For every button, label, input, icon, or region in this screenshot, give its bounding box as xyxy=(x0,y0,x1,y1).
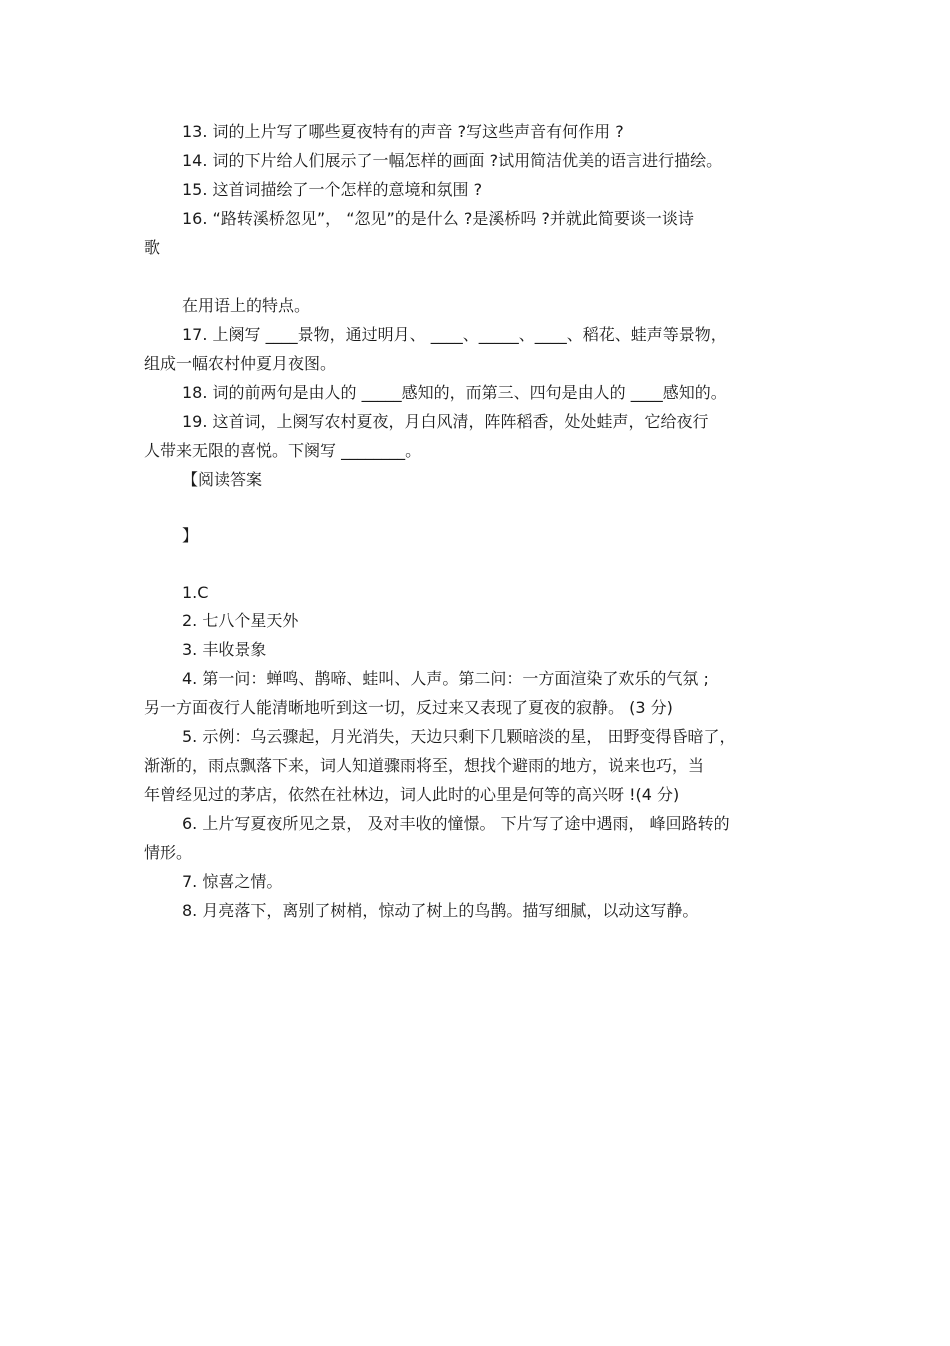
answer-3: 3. 丰收景象 xyxy=(182,640,267,659)
answer-5: 5. 示例：乌云骤起，月光消失，天边只剩下几颗暗淡的星， 田野变得昏暗了， xyxy=(182,727,736,746)
answer-7: 7. 惊喜之情。 xyxy=(182,872,283,891)
question-17-cont: 组成一幅农村仲夏月夜图。 xyxy=(144,354,337,373)
answer-2: 2. 七八个星天外 xyxy=(182,611,299,630)
question-16-wrap: 歌 xyxy=(144,238,161,257)
answer-heading-close: 】 xyxy=(182,526,199,545)
answer-8: 8. 月亮落下，离别了树梢，惊动了树上的鸟鹊。描写细腻，以动这写静。 xyxy=(182,901,699,920)
answer-heading-open: 【阅读答案 xyxy=(182,470,263,489)
question-19-cont: 人带来无限的喜悦。下阕写 ________。 xyxy=(144,441,422,460)
question-19: 19. 这首词，上阕写农村夏夜，月白风清，阵阵稻香，处处蛙声，它给夜行 xyxy=(182,412,709,431)
question-16: 16. “路转溪桥忽见”， “忽见”的是什么 ?是溪桥吗 ?并就此简要谈一谈诗 xyxy=(182,209,694,228)
question-18: 18. 词的前两句是由人的 _____感知的，而第三、四句是由人的 ____感知的。 xyxy=(182,383,727,402)
question-16-cont: 在用语上的特点。 xyxy=(182,296,311,315)
answer-4-cont: 另一方面夜行人能清晰地听到这一切，反过来又表现了夏夜的寂静。 (3 分) xyxy=(144,698,673,717)
answer-6: 6. 上片写夏夜所见之景， 及对丰收的憧憬。 下片写了途中遇雨， 峰回路转的 xyxy=(182,814,730,833)
question-15: 15. 这首词描绘了一个怎样的意境和氛围 ? xyxy=(182,180,483,199)
question-14: 14. 词的下片给人们展示了一幅怎样的画面 ?试用简洁优美的语言进行描绘。 xyxy=(182,151,723,170)
answer-1: 1.C xyxy=(182,583,209,602)
question-17: 17. 上阕写 ____景物，通过明月、 ____、_____、____、稻花、蛙声等景物， xyxy=(182,325,727,344)
answer-5-cont-1: 渐渐的，雨点飘落下来，词人知道骤雨将至，想找个避雨的地方，说来也巧，当 xyxy=(144,756,705,775)
question-13: 13. 词的上片写了哪些夏夜特有的声音 ?写这些声音有何作用 ? xyxy=(182,122,624,141)
answer-5-cont-2: 年曾经见过的茅店，依然在社林边，词人此时的心里是何等的高兴呀 !(4 分) xyxy=(144,785,680,804)
answer-4: 4. 第一问：蝉鸣、鹊啼、蛙叫、人声。第二问：一方面渲染了欢乐的气氛 ; xyxy=(182,669,709,688)
answer-6-cont: 情形。 xyxy=(144,843,193,862)
